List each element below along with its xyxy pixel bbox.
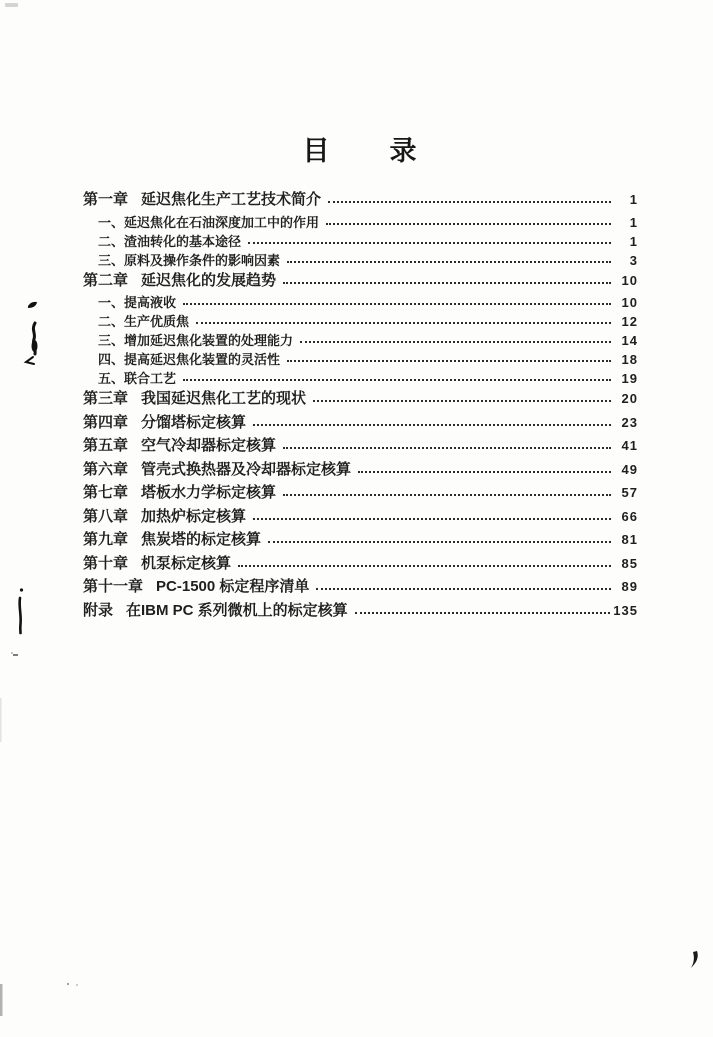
- toc-entry-number: 第四章: [83, 413, 129, 431]
- dot-leader: [268, 541, 611, 543]
- toc-entry: [83, 599, 638, 623]
- dot-leader: [287, 261, 611, 263]
- toc-entry: [83, 349, 638, 368]
- toc-entry-number: 二、: [98, 233, 125, 249]
- scan-speck: [11, 652, 13, 654]
- toc-entry: [83, 458, 638, 482]
- dot-leader: [183, 303, 611, 305]
- dot-leader: [326, 223, 611, 225]
- toc-entry-title: 加热炉标定核算: [141, 507, 247, 525]
- dot-leader: [316, 588, 611, 590]
- toc-entry-page: 18: [621, 352, 638, 367]
- toc-entry-title: 延迟焦化在石油深度加工中的作用: [124, 214, 320, 230]
- toc-entry-page: 41: [621, 438, 638, 453]
- toc-entry-title: 原料及操作条件的影响因素: [124, 252, 281, 268]
- toc-entry: [83, 188, 638, 212]
- toc-entry: [83, 552, 638, 576]
- toc-entry-title: 提高延迟焦化装置的灵活性: [124, 352, 281, 367]
- scan-edge-shadow: [0, 984, 3, 1016]
- toc-entry-number: 二、: [98, 314, 125, 329]
- toc-entry: [83, 368, 638, 387]
- toc-entry: [83, 212, 638, 231]
- toc-entry-number: 第一章: [83, 191, 129, 208]
- toc-entry-page: 12: [621, 314, 638, 329]
- dot-leader: [313, 400, 611, 402]
- toc-entry-page: 1: [629, 214, 638, 230]
- dot-leader: [183, 379, 611, 381]
- toc-entry: [83, 481, 638, 505]
- dot-leader: [358, 471, 611, 473]
- toc-entry-page: 89: [621, 579, 638, 594]
- toc-entry-page: 1: [629, 192, 638, 207]
- toc-entry-number: 第六章: [83, 460, 129, 478]
- toc-entry-number: 第十一章: [83, 578, 144, 595]
- toc-entry-number: 第十章: [83, 554, 129, 572]
- toc-entry-title: 提高液收: [124, 295, 177, 310]
- toc-entry-number: 第三章: [83, 390, 129, 407]
- toc-entry-title: PC-1500 标定程序清单: [156, 578, 310, 595]
- toc-entry: [83, 311, 638, 330]
- dot-leader: [283, 447, 611, 449]
- toc-entry-title: 塔板水力学标定核算: [141, 484, 277, 501]
- dot-leader: [355, 612, 611, 614]
- toc-list: [83, 188, 638, 622]
- toc-entry: [83, 434, 638, 458]
- toc-entry-title: 机泵标定核算: [141, 554, 232, 572]
- dot-leader: [253, 424, 611, 426]
- toc-entry-number: 一、: [98, 214, 125, 230]
- toc-entry-title: 延迟焦化生产工艺技术简介: [141, 191, 322, 208]
- toc-entry-title: 生产优质焦: [124, 314, 190, 329]
- dot-leader: [238, 565, 611, 567]
- toc-entry-page: 81: [621, 532, 638, 547]
- toc-entry-page: 20: [621, 391, 638, 406]
- toc-entry: [83, 330, 638, 349]
- handwriting-ink-mark-lower: [13, 588, 23, 656]
- toc-entry-number: 第八章: [83, 507, 129, 525]
- toc-entry: [83, 411, 638, 435]
- toc-entry-page: 14: [621, 333, 638, 348]
- toc-entry-page: 19: [621, 371, 638, 386]
- page-corner-mark: [691, 951, 698, 968]
- toc-entry-title: 渣油转化的基本途径: [124, 233, 242, 249]
- toc-entry-title: 空气冷却器标定核算: [141, 437, 277, 454]
- scan-edge-shadow-faint: [0, 698, 2, 742]
- toc-entry-title: 我国延迟焦化工艺的现状: [141, 390, 307, 407]
- toc-entry-page: 10: [621, 295, 638, 310]
- toc-entry-page: 3: [629, 252, 638, 268]
- toc-entry-page: 10: [621, 272, 638, 288]
- toc-entry-number: 附录: [83, 601, 114, 619]
- toc-entry-page: 85: [621, 555, 638, 571]
- toc-entry-number: 四、: [98, 352, 125, 367]
- toc-entry-title: 焦炭塔的标定核算: [141, 531, 262, 548]
- toc-entry: [83, 292, 638, 311]
- dot-leader: [300, 341, 611, 343]
- toc-entry-page: 66: [621, 508, 638, 524]
- dot-leader: [196, 322, 611, 324]
- toc-entry-title: 在IBM PC 系列微机上的标定核算: [126, 601, 348, 619]
- scan-speck: [76, 984, 78, 986]
- toc-entry-number: 三、: [98, 252, 125, 268]
- toc-entry-title: 增加延迟焦化装置的处理能力: [124, 333, 294, 348]
- toc-entry: [83, 269, 638, 293]
- page-content: [83, 136, 638, 622]
- toc-entry-number: 第五章: [83, 437, 129, 454]
- toc-entry: [83, 387, 638, 411]
- toc-entry-number: 第二章: [83, 271, 129, 289]
- page-title: 目 录: [302, 136, 419, 166]
- handwriting-ink-mark-upper: [26, 302, 38, 364]
- toc-entry-number: 第七章: [83, 484, 129, 501]
- toc-entry-page: 49: [621, 461, 638, 477]
- toc-entry: [83, 231, 638, 250]
- dot-leader: [248, 242, 611, 244]
- toc-entry-page: 57: [621, 485, 638, 500]
- toc-entry: [83, 528, 638, 552]
- toc-entry-title: 延迟焦化的发展趋势: [141, 271, 277, 289]
- toc-entry-title: 分馏塔标定核算: [141, 413, 247, 431]
- dot-leader: [328, 201, 611, 203]
- dot-leader: [287, 360, 611, 362]
- scan-speck: [67, 983, 69, 985]
- dot-leader: [283, 282, 611, 284]
- toc-entry-number: 三、: [98, 333, 125, 348]
- dot-leader: [253, 518, 611, 520]
- toc-entry: [83, 250, 638, 269]
- toc-entry-number: 一、: [98, 295, 125, 310]
- toc-entry-page: 1: [629, 233, 638, 249]
- toc-entry-title: 联合工艺: [124, 371, 177, 386]
- toc-entry-title: 管壳式换热器及冷却器标定核算: [141, 460, 352, 478]
- toc-entry-page: 135: [613, 602, 638, 618]
- toc-entry-number: 五、: [98, 371, 125, 386]
- toc-entry: [83, 505, 638, 529]
- toc-entry-number: 第九章: [83, 531, 129, 548]
- dot-leader: [283, 494, 611, 496]
- toc-entry-page: 23: [621, 414, 638, 430]
- toc-entry: [83, 575, 638, 599]
- scan-smudge-top-left: [5, 3, 18, 7]
